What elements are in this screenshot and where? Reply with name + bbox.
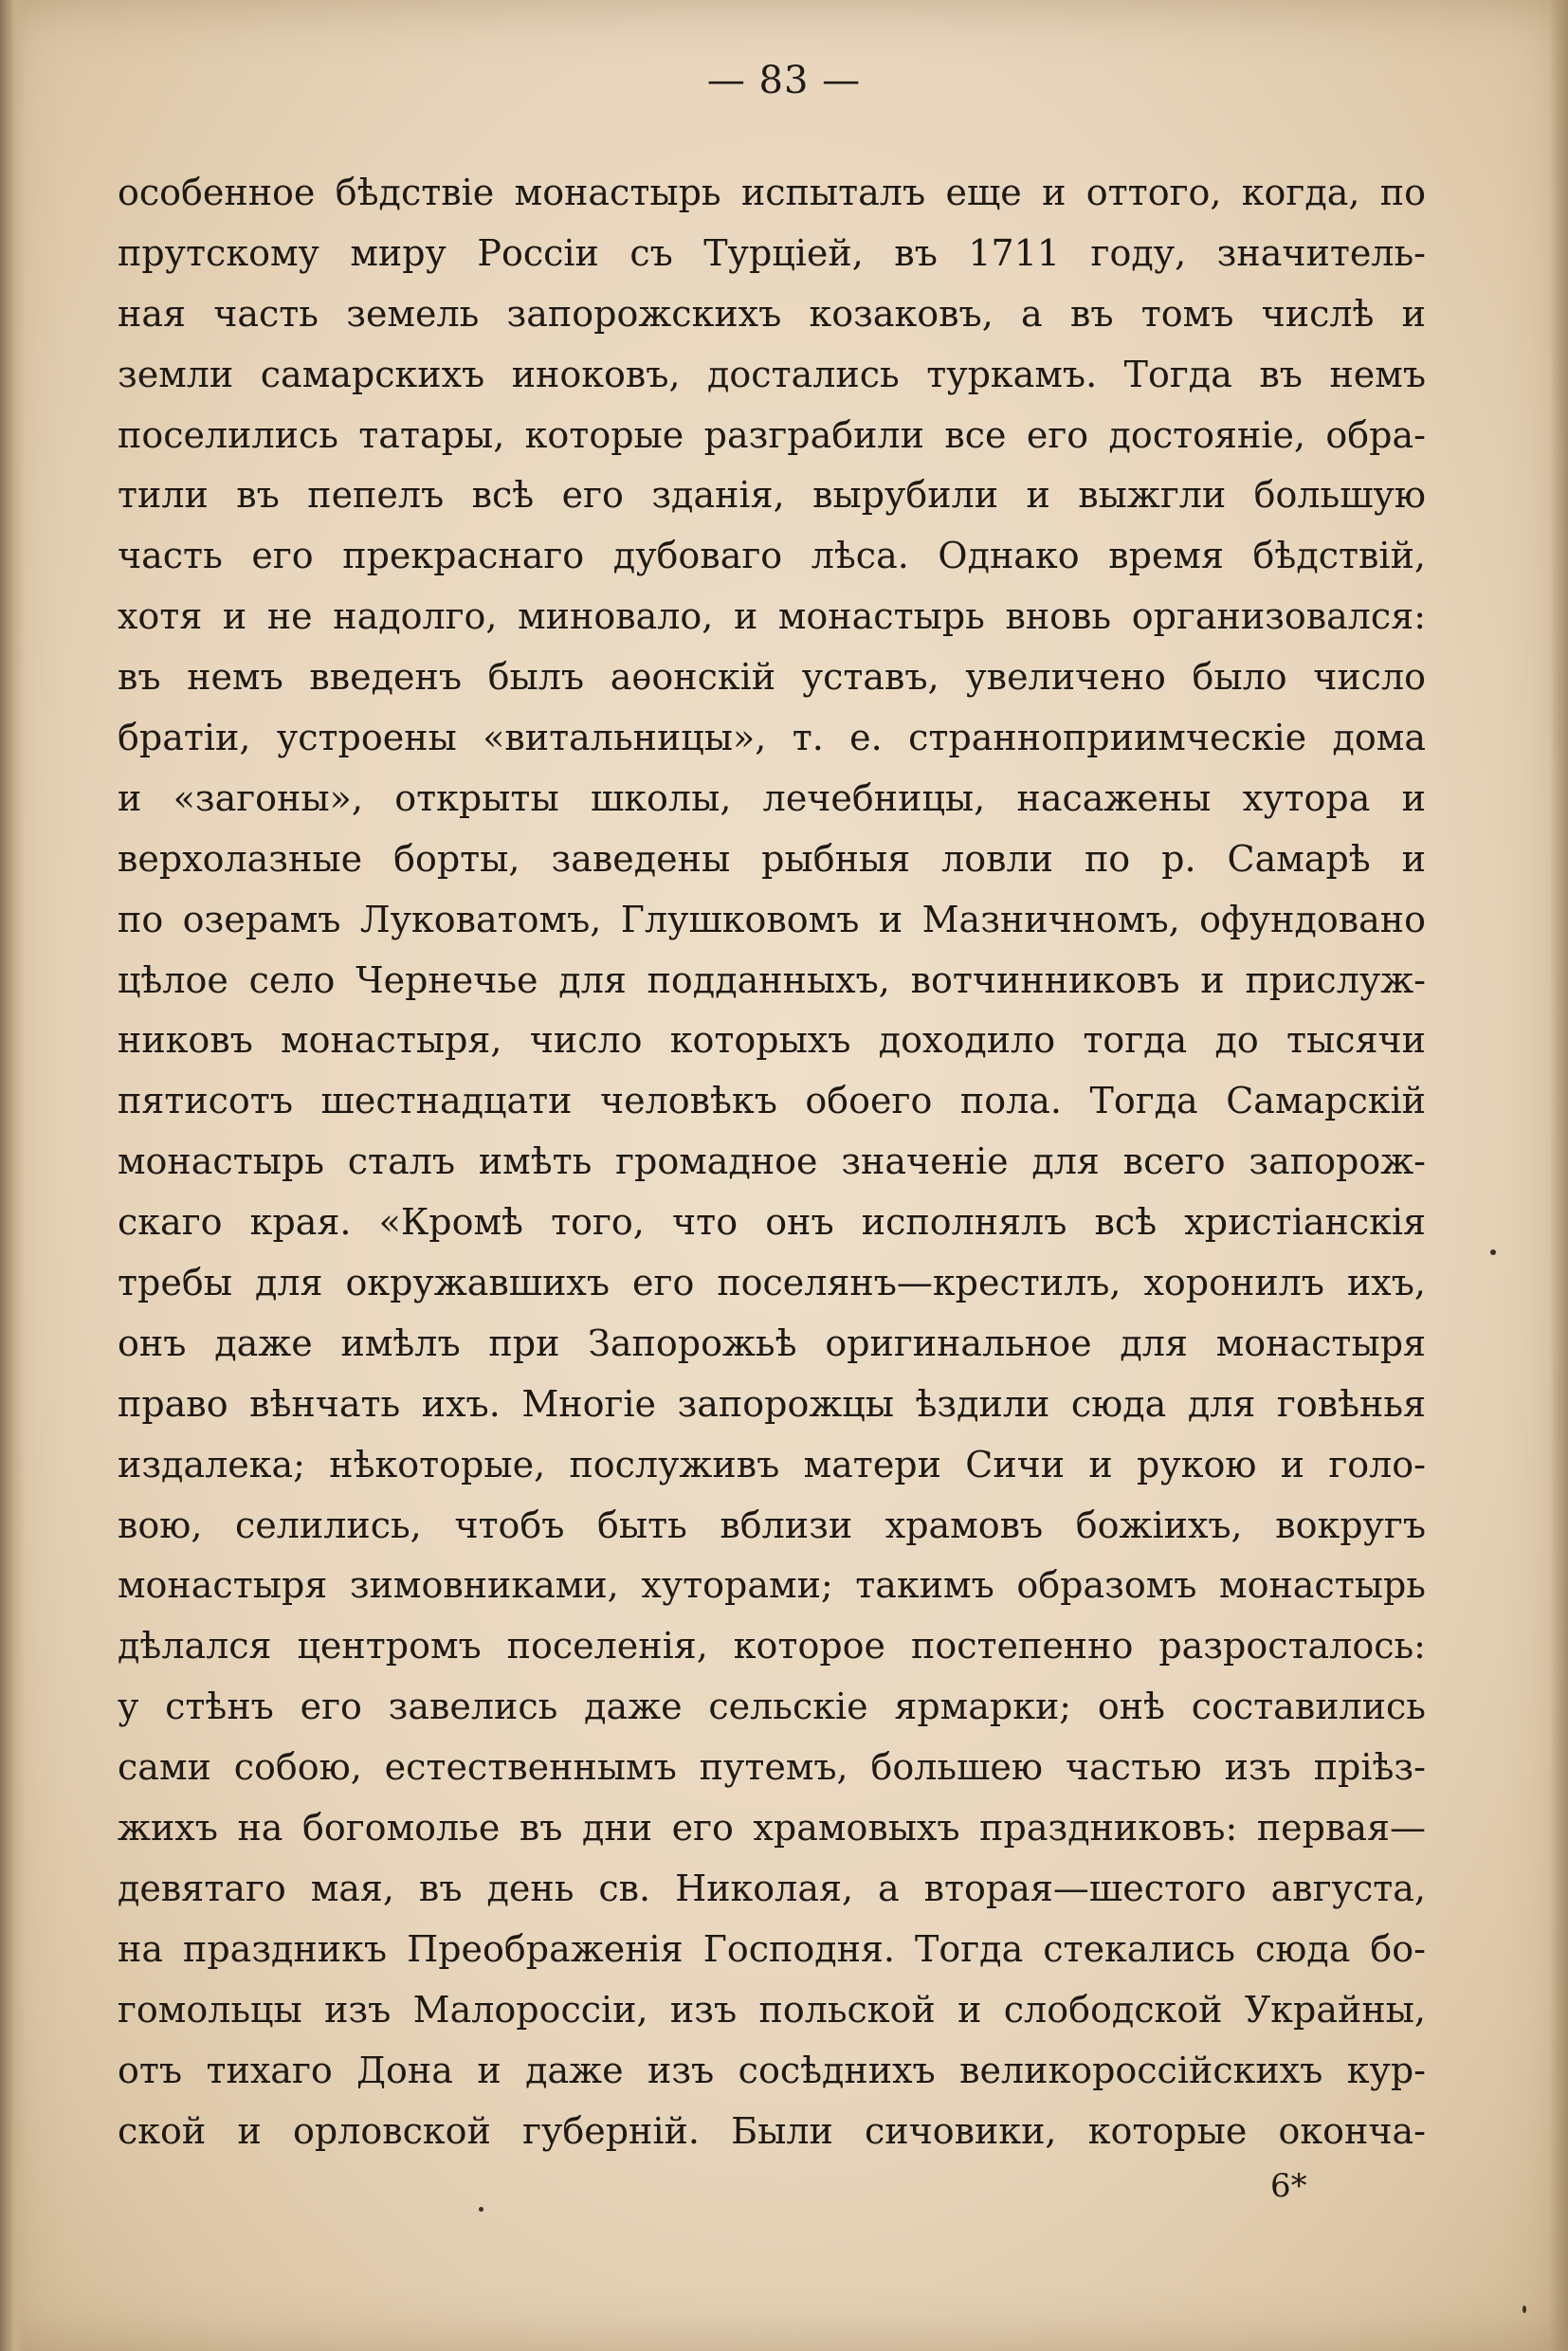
body-text [118, 163, 1426, 2161]
text-line: монастыря зимовниками, хуторами; такимъ образомъ монастырь [118, 1564, 1426, 1607]
text-line: поселились татары, которые разграбили все его достояніе, обра- [118, 413, 1426, 456]
text-line: у стѣнъ его завелись даже сельскіе ярмарки; онѣ составились [118, 1686, 1426, 1728]
text-line: сами собою, естественнымъ путемъ, большею частью изъ пріѣз- [118, 1746, 1426, 1789]
text-line: ная часть земель запорожскихъ козаковъ, а въ томъ числѣ и [118, 292, 1426, 335]
text-line: земли самарскихъ иноковъ, достались туркамъ. Тогда въ немъ [118, 353, 1426, 395]
text-line: хотя и не надолго, миновало, и монастырь вновь организовался: [118, 595, 1426, 638]
text-line: братіи, устроены «витальницы», т. е. странноприимческіе дома [118, 717, 1426, 759]
text-line: право вѣнчать ихъ. Многіе запорожцы ѣздили сюда для говѣнья [118, 1382, 1426, 1425]
text-line: скаго края. «Кромѣ того, что онъ исполнялъ всѣ христіанскія [118, 1201, 1426, 1244]
text-line: пятисотъ шестнадцати человѣкъ обоего пола. Тогда Самарскій [118, 1080, 1426, 1122]
text-line: цѣлое село Чернечье для подданныхъ, вотчинниковъ и прислуж- [118, 958, 1426, 1001]
page-edge-shadow [1549, 0, 1568, 2351]
text-line: дѣлался центромъ поселенія, которое постепенно разросталось: [118, 1625, 1426, 1668]
text-line: часть его прекраснаго дубоваго лѣса. Однако время бѣдствій, [118, 535, 1426, 577]
text-line: и «загоны», открыты школы, лечебницы, насажены хутора и [118, 776, 1426, 819]
text-line: издалека; нѣкоторые, послуживъ матери Сичи и рукою и голо- [118, 1443, 1426, 1485]
text-line: онъ даже имѣлъ при Запорожьѣ оригинальное для монастыря [118, 1321, 1426, 1364]
text-line: на праздникъ Преображенія Господня. Тогда стекались сюда бо- [118, 1927, 1426, 1970]
text-line: никовъ монастыря, число которыхъ доходило тогда до тысячи [118, 1019, 1426, 1062]
text-line: девятаго мая, въ день св. Николая, а вторая—шестого августа, [118, 1867, 1426, 1909]
page-number: — 83 — [706, 59, 862, 102]
text-line: въ немъ введенъ былъ аѳонскій уставъ, увеличено было число [118, 656, 1426, 699]
text-line: прутскому миру Россіи съ Турціей, въ 1711 году, значитель- [118, 231, 1426, 274]
text-line: ской и орловской губерній. Были сичовики, которые оконча- [118, 2109, 1426, 2152]
paper-speck [479, 2207, 483, 2212]
page-binding-shadow [0, 0, 25, 2351]
paper-speck [1490, 1249, 1496, 1255]
text-line: по озерамъ Луковатомъ, Глушковомъ и Мазничномъ, офундовано [118, 898, 1426, 940]
signature-mark: 6* [1270, 2167, 1307, 2205]
text-line: жихъ на богомолье въ дни его храмовыхъ праздниковъ: первая— [118, 1807, 1426, 1850]
text-line: особенное бѣдствіе монастырь испыталъ еще и оттого, когда, по [118, 172, 1426, 213]
text-line: гомольцы изъ Малороссіи, изъ польской и слободской Украйны, [118, 1988, 1426, 2031]
paper-speck [1522, 2305, 1526, 2313]
text-line: вою, селились, чтобъ быть вблизи храмовъ божіихъ, вокругъ [118, 1504, 1426, 1546]
text-line: монастырь сталъ имѣть громадное значеніе для всего запорож- [118, 1140, 1426, 1183]
text-line: требы для окружавшихъ его поселянъ—крестилъ, хоронилъ ихъ, [118, 1262, 1426, 1304]
text-line: тили въ пепелъ всѣ его зданія, вырубили и выжгли большую [118, 474, 1426, 517]
text-line: отъ тихаго Дона и даже изъ сосѣднихъ великороссійскихъ кур- [118, 2049, 1426, 2091]
text-line: верхолазные борты, заведены рыбныя ловли по р. Самарѣ и [118, 837, 1426, 880]
